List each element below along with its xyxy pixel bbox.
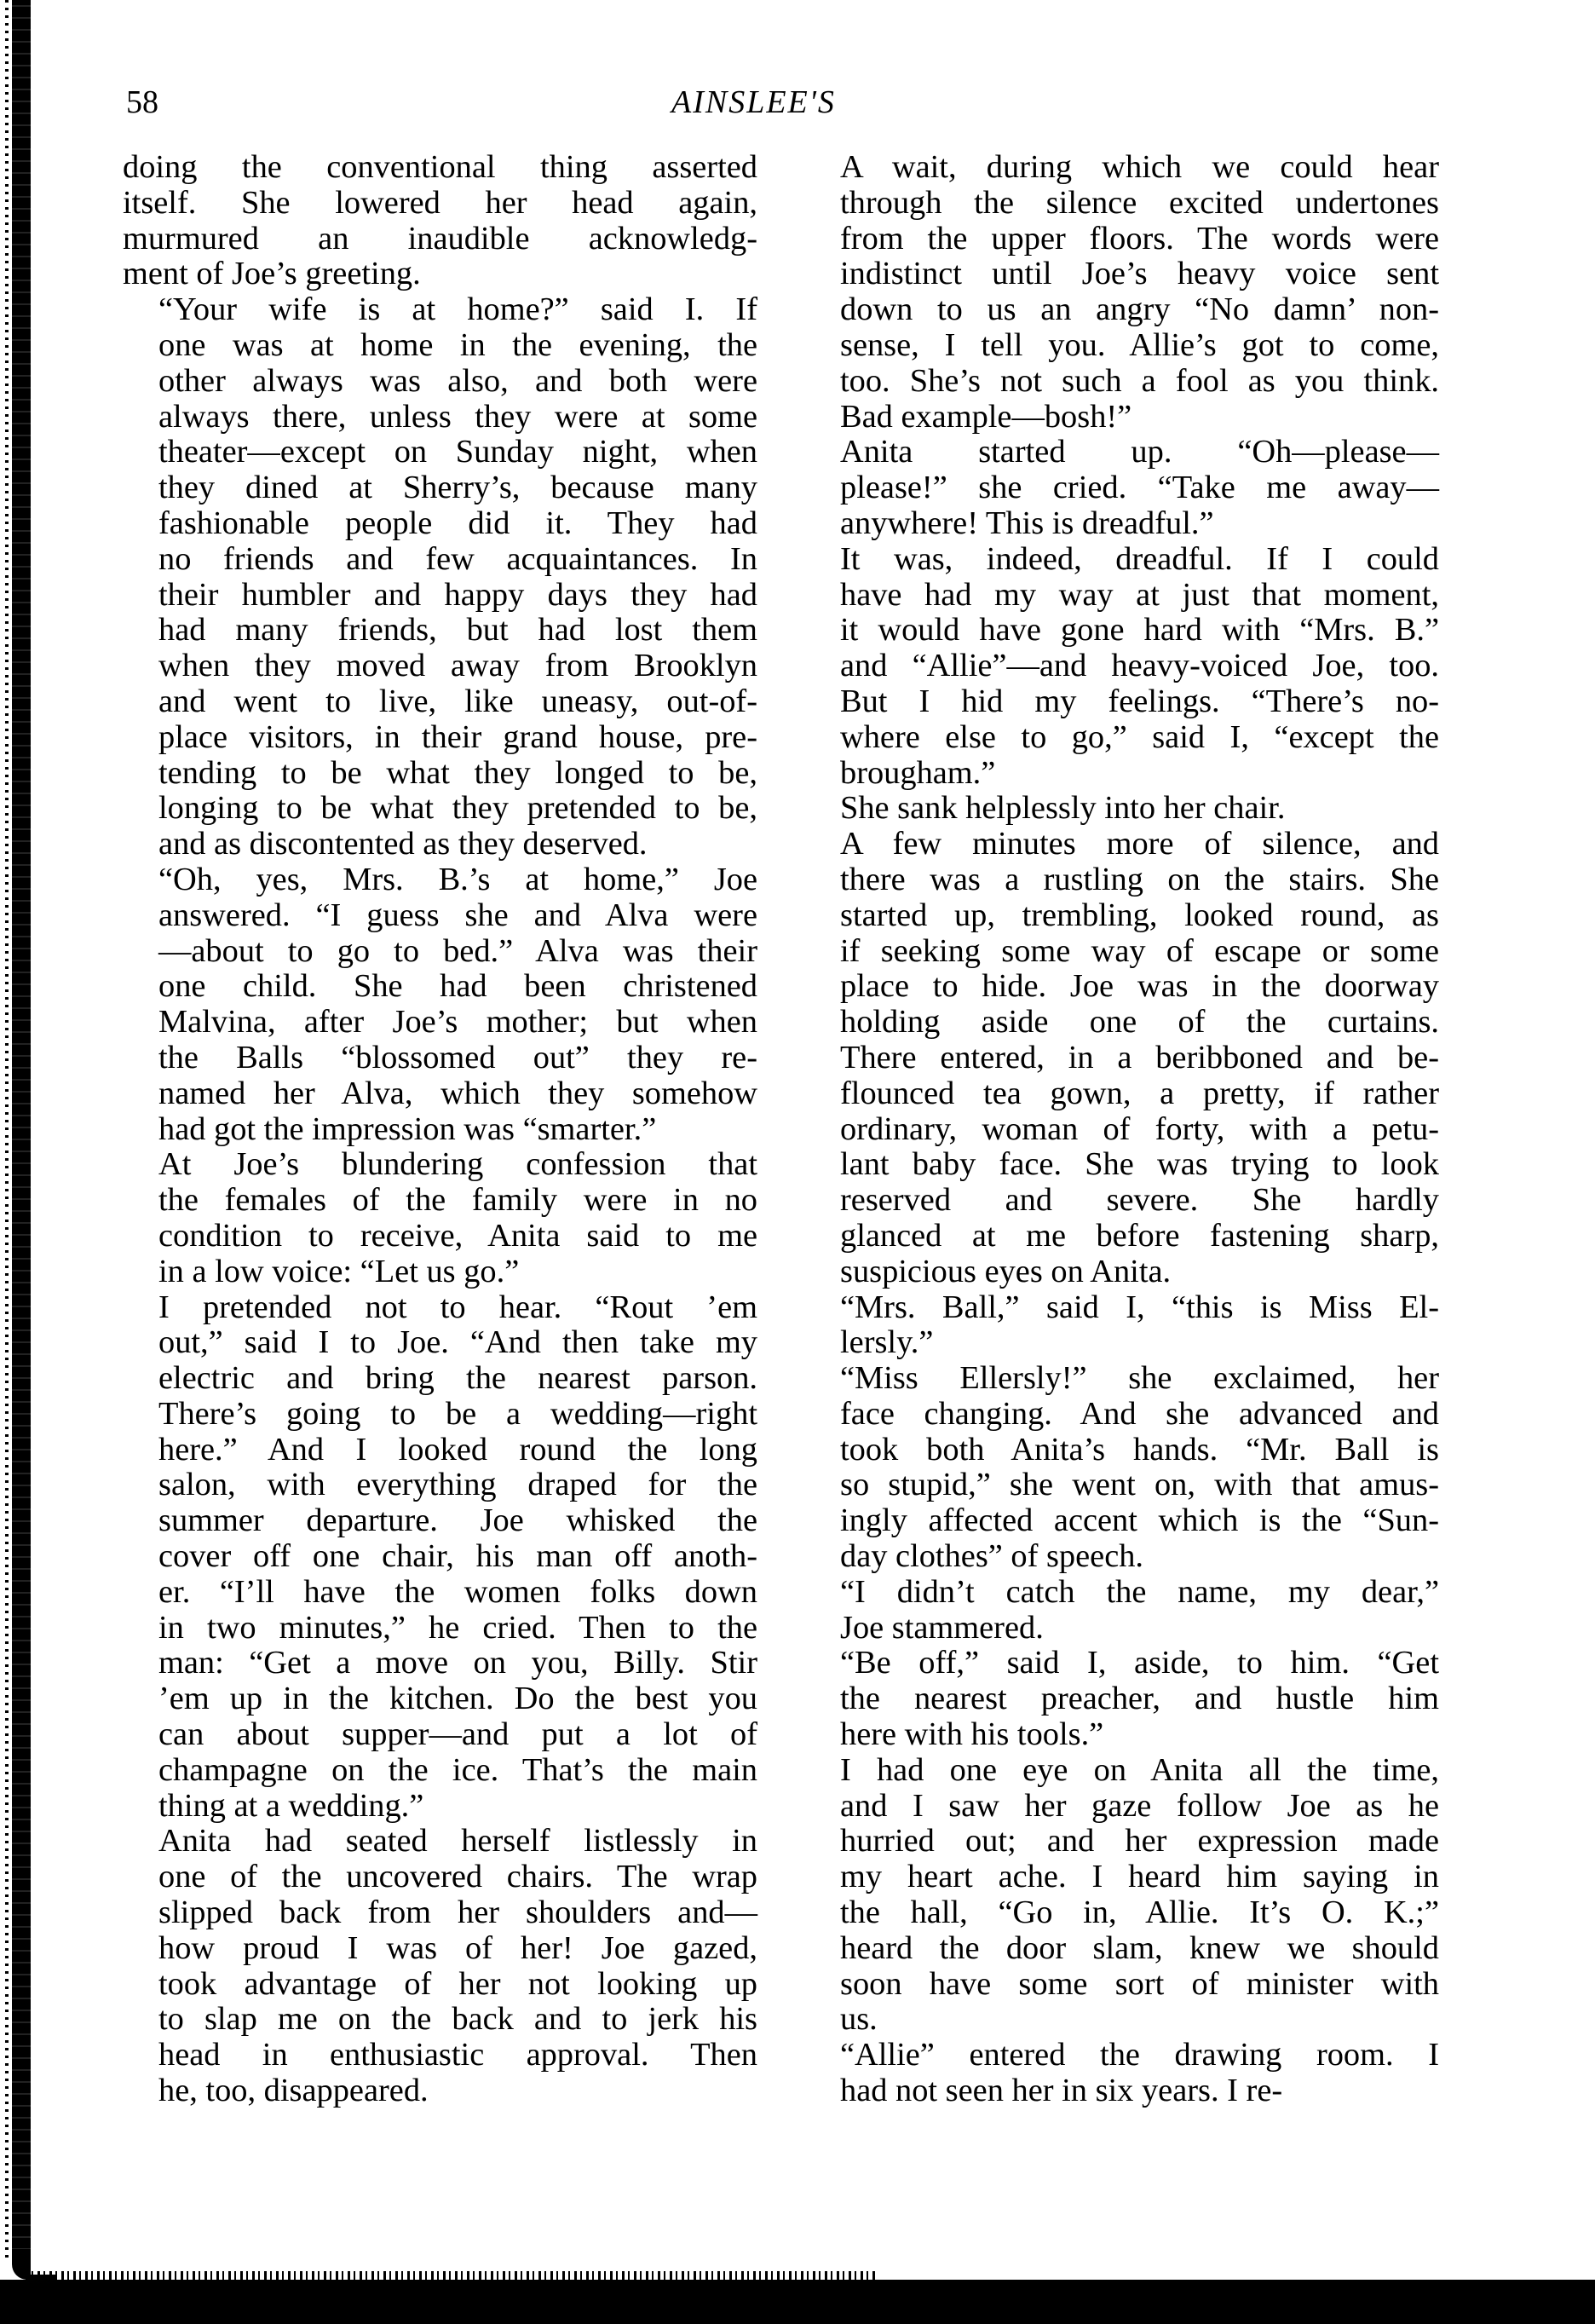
text-line: doing the conventional thing asserted	[123, 149, 757, 185]
paragraph	[804, 2038, 1439, 2109]
text-line: It was, indeed, dreadful. If I could	[840, 540, 1439, 577]
text-line: She sank helplessly into her chair.	[840, 790, 1286, 827]
text-line: sense, I tell you. Allie’s got to come,	[840, 326, 1439, 363]
text-line: itself. She lowered her head again,	[123, 184, 757, 221]
text-line: “I didn’t catch the name, my dear,”	[840, 1573, 1439, 1610]
text-line: the Balls “blossomed out” they re-	[158, 1039, 757, 1075]
text-line: there was a rustling on the stairs. She	[840, 861, 1439, 897]
paragraph	[123, 150, 757, 292]
text-line: started up, trembling, looked round, as	[840, 897, 1439, 933]
text-line: slipped back from her shoulders and—	[158, 1894, 757, 1931]
text-line: condition to receive, Anita said to me	[158, 1217, 757, 1254]
text-line: er. “I’ll have the women folks down	[158, 1573, 757, 1610]
paragraph	[123, 862, 757, 1147]
text-line: had many friends, but had lost them	[158, 612, 757, 649]
text-line: tending to be what they longed to be,	[158, 754, 757, 791]
text-line: out,” said I to Joe. “And then take my	[158, 1324, 757, 1361]
text-line: reserved and severe. She hardly	[840, 1182, 1439, 1219]
text-line: Malvina, after Joe’s mother; but when	[158, 1004, 757, 1041]
paragraph	[123, 1290, 757, 1825]
text-line: and went to live, like uneasy, out-of-	[158, 683, 757, 719]
text-line: electric and bring the nearest parson.	[158, 1360, 757, 1397]
paragraph	[123, 1147, 757, 1289]
text-line: from the upper floors. The words were	[840, 220, 1439, 257]
text-line: champagne on the ice. That’s the main	[158, 1751, 757, 1788]
text-line: A wait, during which we could hear	[840, 149, 1439, 185]
text-column-right	[804, 150, 1439, 2109]
text-line: lersly.”	[840, 1324, 934, 1361]
text-line: it would have gone hard with “Mrs. B.”	[840, 612, 1439, 649]
text-line: one child. She had been christened	[158, 968, 757, 1005]
text-line: longing to be what they pretended to be,	[158, 790, 757, 827]
text-line: man: “Get a move on you, Billy. Stir	[158, 1645, 757, 1681]
text-line: the females of the family were in no	[158, 1182, 757, 1219]
text-line: “Miss Ellersly!” she exclaimed, her	[840, 1360, 1439, 1397]
text-line: head in enthusiastic approval. Then	[158, 2037, 757, 2073]
text-line: please!” she cried. “Take me away—	[840, 470, 1439, 506]
text-line: the hall, “Go in, Allie. It’s O. K.;”	[840, 1894, 1439, 1931]
text-line: here with his tools.”	[840, 1716, 1104, 1753]
text-line: A few minutes more of silence, and	[840, 826, 1439, 862]
text-line: have had my way at just that moment,	[840, 576, 1439, 613]
text-line: “Mrs. Ball,” said I, “this is Miss El-	[840, 1289, 1439, 1325]
text-line: one of the uncovered chairs. The wrap	[158, 1859, 757, 1895]
paragraph	[123, 292, 757, 862]
page-number: 58	[126, 84, 158, 120]
text-line: day clothes” of speech.	[840, 1538, 1144, 1575]
text-line: no friends and few acquaintances. In	[158, 540, 757, 577]
text-line: Bad example—bosh!”	[840, 398, 1132, 435]
text-line: salon, with everything draped for the	[158, 1467, 757, 1503]
text-line: theater—except on Sunday night, when	[158, 434, 757, 470]
paragraph	[804, 1361, 1439, 1575]
text-line: through the silence excited undertones	[840, 184, 1439, 221]
paragraph	[804, 791, 1439, 827]
text-line: “Allie” entered the drawing room. I	[840, 2037, 1439, 2073]
text-line: “Oh, yes, Mrs. B.’s at home,” Joe	[158, 861, 757, 897]
text-line: how proud I was of her! Joe gazed,	[158, 1929, 757, 1966]
text-line: and as discontented as they deserved.	[158, 826, 648, 862]
text-line: took both Anita’s hands. “Mr. Ball is	[840, 1431, 1439, 1468]
paragraph	[804, 827, 1439, 1289]
text-line: here.” And I looked round the long	[158, 1431, 757, 1468]
text-line: At Joe’s blundering confession that	[158, 1146, 757, 1183]
text-line: hurried out; and her expression made	[840, 1823, 1439, 1860]
text-line: flounced tea gown, a pretty, if rather	[840, 1075, 1439, 1111]
text-line: face changing. And she advanced and	[840, 1395, 1439, 1432]
text-line: holding aside one of the curtains.	[840, 1004, 1439, 1041]
text-line: named her Alva, which they somehow	[158, 1075, 757, 1111]
text-line: But I hid my feelings. “There’s no-	[840, 683, 1439, 719]
text-line: down to us an angry “No damn’ non-	[840, 291, 1439, 328]
text-line: Joe stammered.	[840, 1609, 1044, 1646]
text-line: thing at a wedding.”	[158, 1787, 424, 1824]
text-line: ment of Joe’s greeting.	[123, 256, 421, 292]
text-line: so stupid,” she went on, with that amus-	[840, 1467, 1439, 1503]
text-line: There entered, in a beribboned and be-	[840, 1039, 1439, 1075]
text-line: —about to go to bed.” Alva was their	[158, 932, 757, 969]
paragraph	[804, 1575, 1439, 1646]
text-line: and I saw her gaze follow Joe as he	[840, 1787, 1439, 1824]
text-line: he, too, disappeared.	[158, 2073, 429, 2109]
text-line: place visitors, in their grand house, pre-	[158, 718, 757, 755]
text-line: place to hide. Joe was in the doorway	[840, 968, 1439, 1005]
paragraph	[804, 150, 1439, 435]
text-line: they dined at Sherry’s, because many	[158, 470, 757, 506]
text-line: had got the impression was “smarter.”	[158, 1110, 657, 1147]
running-title: AINSLEE'S	[671, 84, 836, 120]
scan-bottom-edge	[0, 2280, 1595, 2324]
text-line: Anita started up. “Oh—please—	[840, 434, 1439, 470]
text-line: when they moved away from Brooklyn	[158, 648, 757, 684]
text-line: There’s going to be a wedding—right	[158, 1395, 757, 1432]
page-header	[126, 84, 1438, 126]
paragraph	[804, 1753, 1439, 2038]
text-line: anywhere! This is dreadful.”	[840, 505, 1214, 541]
text-line: I pretended not to hear. “Rout ’em	[158, 1289, 757, 1325]
text-line: and “Allie”—and heavy-voiced Joe, too.	[840, 648, 1439, 684]
text-line: brougham.”	[840, 754, 996, 791]
text-line: heard the door slam, knew we should	[840, 1929, 1439, 1966]
text-line: murmured an inaudible acknowledg-	[123, 220, 757, 257]
paragraph	[123, 1824, 757, 2108]
text-line: took advantage of her not looking up	[158, 1965, 757, 2002]
text-line: if seeking some way of escape or some	[840, 932, 1439, 969]
paragraph	[804, 542, 1439, 792]
text-line: in a low voice: “Let us go.”	[158, 1253, 520, 1289]
text-line: ’em up in the kitchen. Do the best you	[158, 1681, 757, 1717]
text-line: summer departure. Joe whisked the	[158, 1502, 757, 1539]
text-line: their humbler and happy days they had	[158, 576, 757, 613]
text-line: answered. “I guess she and Alva were	[158, 897, 757, 933]
text-line: I had one eye on Anita all the time,	[840, 1751, 1439, 1788]
text-line: too. She’s not such a fool as you think.	[840, 362, 1439, 399]
text-line: “Your wife is at home?” said I. If	[158, 291, 757, 328]
text-line: lant baby face. She was trying to look	[840, 1146, 1439, 1183]
text-line: my heart ache. I heard him saying in	[840, 1859, 1439, 1895]
text-line: glanced at me before fastening sharp,	[840, 1217, 1439, 1254]
text-line: indistinct until Joe’s heavy voice sent	[840, 256, 1439, 292]
text-line: other always was also, and both were	[158, 362, 757, 399]
text-line: Anita had seated herself listlessly in	[158, 1823, 757, 1860]
text-line: always there, unless they were at some	[158, 398, 757, 435]
text-column-left	[123, 150, 757, 2109]
text-line: where else to go,” said I, “except the	[840, 718, 1439, 755]
text-line: “Be off,” said I, aside, to him. “Get	[840, 1645, 1439, 1681]
text-line: soon have some sort of minister with	[840, 1965, 1439, 2002]
text-line: ingly affected accent which is the “Sun-	[840, 1502, 1439, 1539]
text-line: one was at home in the evening, the	[158, 326, 757, 363]
text-line: cover off one chair, his man off anoth-	[158, 1538, 757, 1575]
text-line: ordinary, woman of forty, with a petu-	[840, 1110, 1439, 1147]
text-line: the nearest preacher, and hustle him	[840, 1681, 1439, 1717]
text-line: can about supper—and put a lot of	[158, 1716, 757, 1753]
paragraph	[804, 1290, 1439, 1362]
text-line: suspicious eyes on Anita.	[840, 1253, 1172, 1289]
text-line: us.	[840, 2001, 878, 2038]
scan-binding-edge	[12, 0, 31, 2258]
text-line: in two minutes,” he cried. Then to the	[158, 1609, 757, 1646]
text-line: to slap me on the back and to jerk his	[158, 2001, 757, 2038]
text-line: fashionable people did it. They had	[158, 505, 757, 541]
paragraph	[804, 1646, 1439, 1752]
paragraph	[804, 435, 1439, 541]
text-line: had not seen her in six years. I re-	[840, 2073, 1283, 2109]
